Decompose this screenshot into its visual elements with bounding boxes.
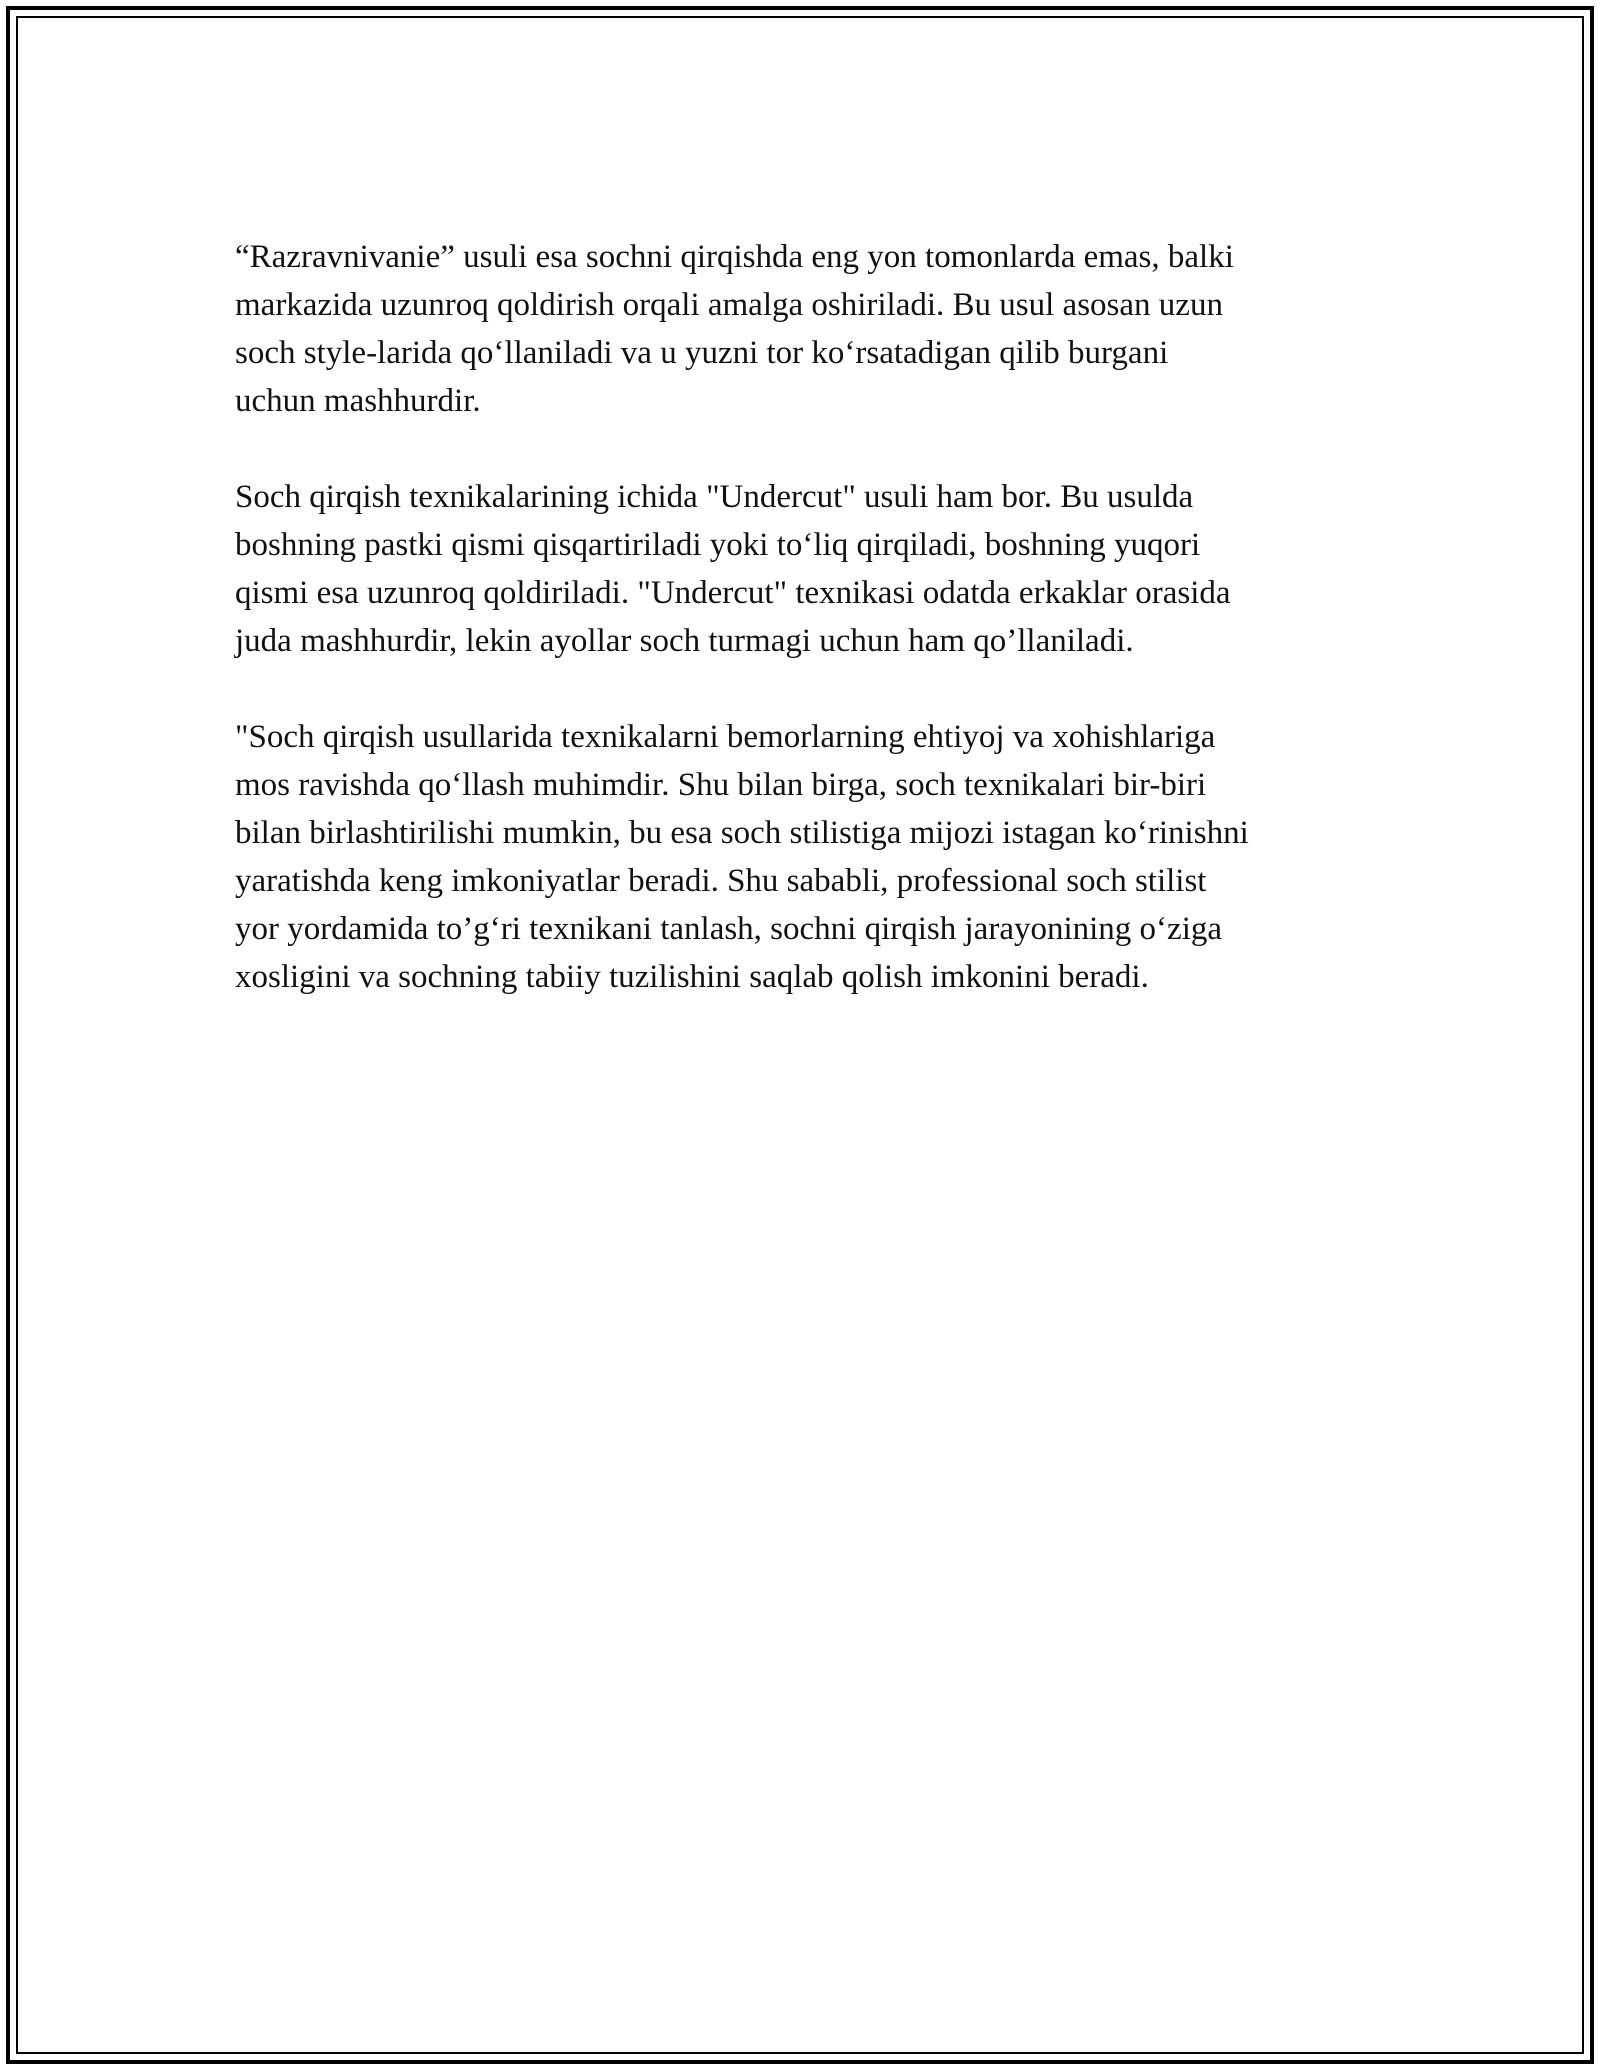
- paragraph-razravnivanie: “Razravnivanie” usuli esa sochni qirqishda eng yon tomonlarda emas, balki markazida uzunroq qoldirish orqali amalga oshiriladi. Bu usul asosan uzun soch style-larida qo‘llaniladi va u yuzni tor ko‘rsatadigan qilib burgani uchun mashhurdir.: [235, 239, 1234, 419]
- paragraph-techniques-summary: "Soch qirqish usullarida texnikalarni bemorlarning ehtiyoj va xohishlariga mos ravishda qo‘llash muhimdir. Shu bilan birga, soch texnikalari bir-biri bilan birlashtirilishi mumkin, bu esa soch stilistiga mijozi istagan ko‘rinishni yaratishda keng imkoniyatlar beradi. Shu sababli, professional soch stilist yor yordamida to’g‘ri texnikani tanlash, sochni qirqish jarayonining o‘ziga xosligini va sochning tabiiy tuzilishini saqlab qolish imkonini beradi.: [235, 719, 1249, 995]
- paragraph-undercut: Soch qirqish texnikalarining ichida "Undercut" usuli ham bor. Bu usulda boshning pastki qismi qisqartiriladi yoki to‘liq qirqiladi, boshning yuqori qismi esa uzunroq qoldiriladi. "Undercut" texnikasi odatda erkaklar orasida juda mashhurdir, lekin ayollar soch turmagi uchun ham qo’llaniladi.: [235, 479, 1231, 659]
- document-body: [235, 233, 1375, 1049]
